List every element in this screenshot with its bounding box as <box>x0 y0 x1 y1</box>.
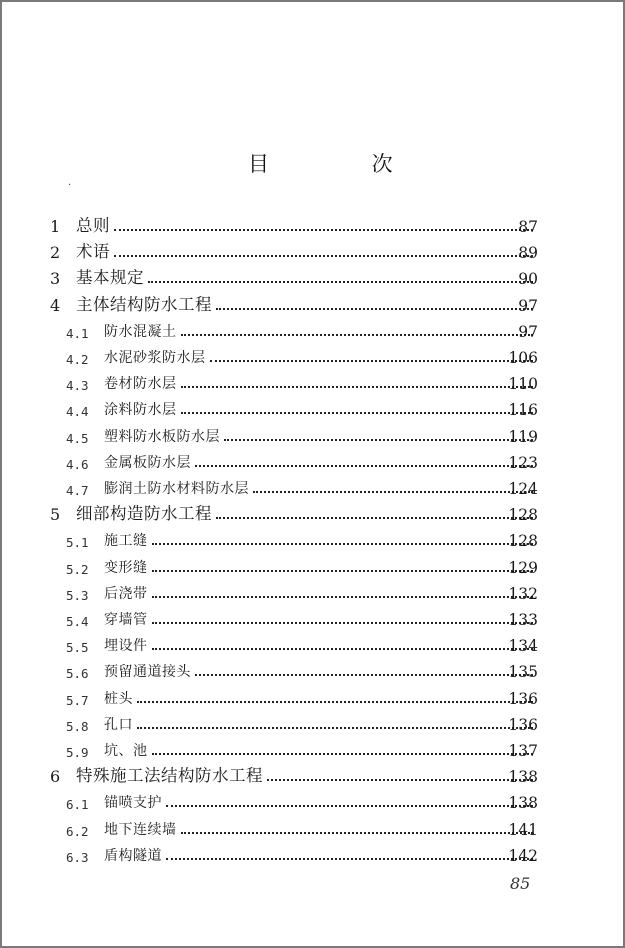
dot-leader <box>195 674 533 676</box>
toc-entry-page: 138 <box>508 794 538 813</box>
toc-entry-title: 水泥砂浆防水层 <box>104 350 206 366</box>
toc-entry-title: 锚喷支护 <box>104 795 162 812</box>
dot-leader <box>152 596 534 598</box>
toc-entry-page: 132 <box>508 584 538 603</box>
toc-entry-number: 5.4 <box>66 614 89 629</box>
toc-entry-title: 膨润土防水材料防水层 <box>104 481 249 497</box>
toc-entry-title: 涂料防水层 <box>104 402 177 419</box>
dot-leader <box>224 439 533 441</box>
toc-entry-title: 防水混凝土 <box>104 323 177 340</box>
toc-entry-number: 6.2 <box>66 823 89 839</box>
toc-entry-page: 123 <box>508 453 538 472</box>
dot-leader <box>148 281 533 283</box>
toc-entry-number: 5.2 <box>66 561 89 577</box>
toc-entry <box>2 345 623 367</box>
dot-leader <box>114 229 533 231</box>
toc-entry-page: 135 <box>508 663 538 682</box>
toc-entry-page: 136 <box>508 689 538 708</box>
toc-entry-title: 金属板防水层 <box>104 454 191 471</box>
toc-entry <box>2 817 623 839</box>
toc-entry <box>2 843 623 865</box>
toc-entry-page: 97 <box>518 322 538 341</box>
toc-entry <box>2 424 623 446</box>
dot-leader <box>181 386 534 388</box>
dot-leader <box>152 570 534 572</box>
dot-leader <box>137 727 533 729</box>
toc-entry-number: 2 <box>50 243 61 263</box>
toc-entry-title: 孔口 <box>104 716 133 733</box>
toc-entry <box>2 502 623 524</box>
dot-leader <box>181 412 534 414</box>
toc-entry <box>2 555 623 577</box>
toc-entry-title: 塑料防水板防水层 <box>104 428 220 445</box>
toc-entry <box>2 790 623 812</box>
dot-leader <box>267 779 533 781</box>
toc-entry-title: 特殊施工法结构防水工程 <box>76 766 263 786</box>
toc-entry-page: 97 <box>518 296 538 315</box>
dot-leader <box>152 753 534 755</box>
dot-leader <box>210 360 534 362</box>
toc-entry-page: 110 <box>508 375 538 394</box>
toc-entry-title: 卷材防水层 <box>104 376 177 393</box>
toc-entry-page: 142 <box>508 846 538 865</box>
toc-entry-page: 87 <box>518 218 538 236</box>
toc-entry-page: 141 <box>508 820 538 839</box>
toc-entry-number: 5.6 <box>66 666 89 682</box>
dot-leader <box>195 465 533 467</box>
toc-entry-title: 盾构隧道 <box>104 847 162 864</box>
toc-entry <box>2 397 623 419</box>
toc-entry-number: 4.5 <box>66 430 89 446</box>
toc-entry <box>2 476 623 498</box>
toc-entry <box>2 712 623 734</box>
toc-entry <box>2 607 623 629</box>
toc-entry-number: 4.1 <box>66 325 89 341</box>
toc-entry-number: 4.4 <box>66 404 89 420</box>
page-title: 目 次 <box>248 152 441 176</box>
toc-entry-page: 134 <box>508 637 538 656</box>
dot-leader <box>152 543 534 545</box>
toc-entry-number: 4.3 <box>66 378 89 394</box>
toc-entry-title: 变形缝 <box>104 559 148 576</box>
dot-leader <box>181 334 534 336</box>
toc-entry-title: 地下连续墙 <box>104 821 177 838</box>
toc-entry-title: 穿墙管 <box>104 612 148 628</box>
toc-entry <box>2 319 623 341</box>
toc-entry <box>2 581 623 603</box>
dot-leader <box>181 832 534 834</box>
toc-entry-page: 138 <box>508 768 538 787</box>
toc-entry-number: 5.5 <box>66 640 89 656</box>
toc-entry-title: 术语 <box>76 242 110 262</box>
toc-entry-title: 总则 <box>76 216 110 235</box>
toc-entry-number: 6.1 <box>66 797 89 813</box>
toc-entry-title: 施工缝 <box>104 533 148 550</box>
toc-entry-page: 89 <box>518 244 538 263</box>
toc-entry-number: 6.3 <box>66 849 89 865</box>
toc-entry-number: 5.1 <box>66 535 89 551</box>
toc-entry-title: 埋设件 <box>104 638 148 655</box>
toc-entry-number: 4.7 <box>66 483 89 498</box>
toc-entry-number: 5 <box>50 505 61 525</box>
toc-entry <box>2 371 623 393</box>
toc-entry-number: 5.9 <box>66 745 89 760</box>
toc-entry-page: 128 <box>508 506 538 525</box>
toc-entry-number: 5.7 <box>66 692 89 708</box>
page-number-footer: 85 <box>510 874 531 893</box>
toc-entry-number: 5.3 <box>66 587 89 603</box>
toc-entry-page: 90 <box>518 270 538 289</box>
toc-entry-title: 桩头 <box>104 690 133 707</box>
toc-entry <box>2 764 623 786</box>
dot-leader <box>216 517 533 519</box>
toc-entry-number: 3 <box>50 269 61 289</box>
dot-leader <box>137 701 533 703</box>
toc-entry-page: 106 <box>508 349 538 367</box>
toc-entry-title: 主体结构防水工程 <box>76 294 212 314</box>
toc-entry <box>2 738 623 760</box>
toc-entry <box>2 528 623 550</box>
dot-leader <box>152 648 534 650</box>
toc-entry-page: 128 <box>508 532 538 551</box>
toc-entry <box>2 450 623 472</box>
toc-entry-page: 133 <box>508 611 538 629</box>
toc-entry-title: 后浇带 <box>104 585 148 602</box>
toc-entry-title: 基本规定 <box>76 268 144 288</box>
toc-entry-page: 116 <box>508 401 538 420</box>
stray-mark: · <box>68 180 72 191</box>
toc-entry-title: 预留通道接头 <box>104 664 191 681</box>
dot-leader <box>114 255 533 257</box>
toc-entry-page: 119 <box>508 427 538 446</box>
dot-leader <box>166 805 533 807</box>
toc-entry-number: 4 <box>50 295 61 315</box>
toc-entry <box>2 633 623 655</box>
toc-entry <box>2 266 623 288</box>
toc-entry-page: 124 <box>508 480 538 498</box>
toc-entry-number: 4.2 <box>66 352 89 367</box>
toc-entry-page: 137 <box>508 742 538 760</box>
dot-leader <box>166 858 533 860</box>
toc-entry-page: 129 <box>508 558 538 577</box>
toc-entry-number: 1 <box>50 217 61 236</box>
dot-leader <box>152 622 534 624</box>
toc-entry-title: 细部构造防水工程 <box>76 504 212 524</box>
toc-entry-page: 136 <box>508 715 538 734</box>
toc-entry-number: 4.6 <box>66 456 89 472</box>
toc-entry-number: 6 <box>50 767 61 787</box>
dot-leader <box>216 308 533 310</box>
toc-entry <box>2 686 623 708</box>
toc-entry-number: 5.8 <box>66 718 89 734</box>
toc-entry <box>2 214 623 236</box>
toc-entry-title: 坑、池 <box>104 743 148 759</box>
toc-entry <box>2 293 623 315</box>
dot-leader <box>253 491 533 493</box>
toc-entry <box>2 240 623 262</box>
toc-entry <box>2 659 623 681</box>
